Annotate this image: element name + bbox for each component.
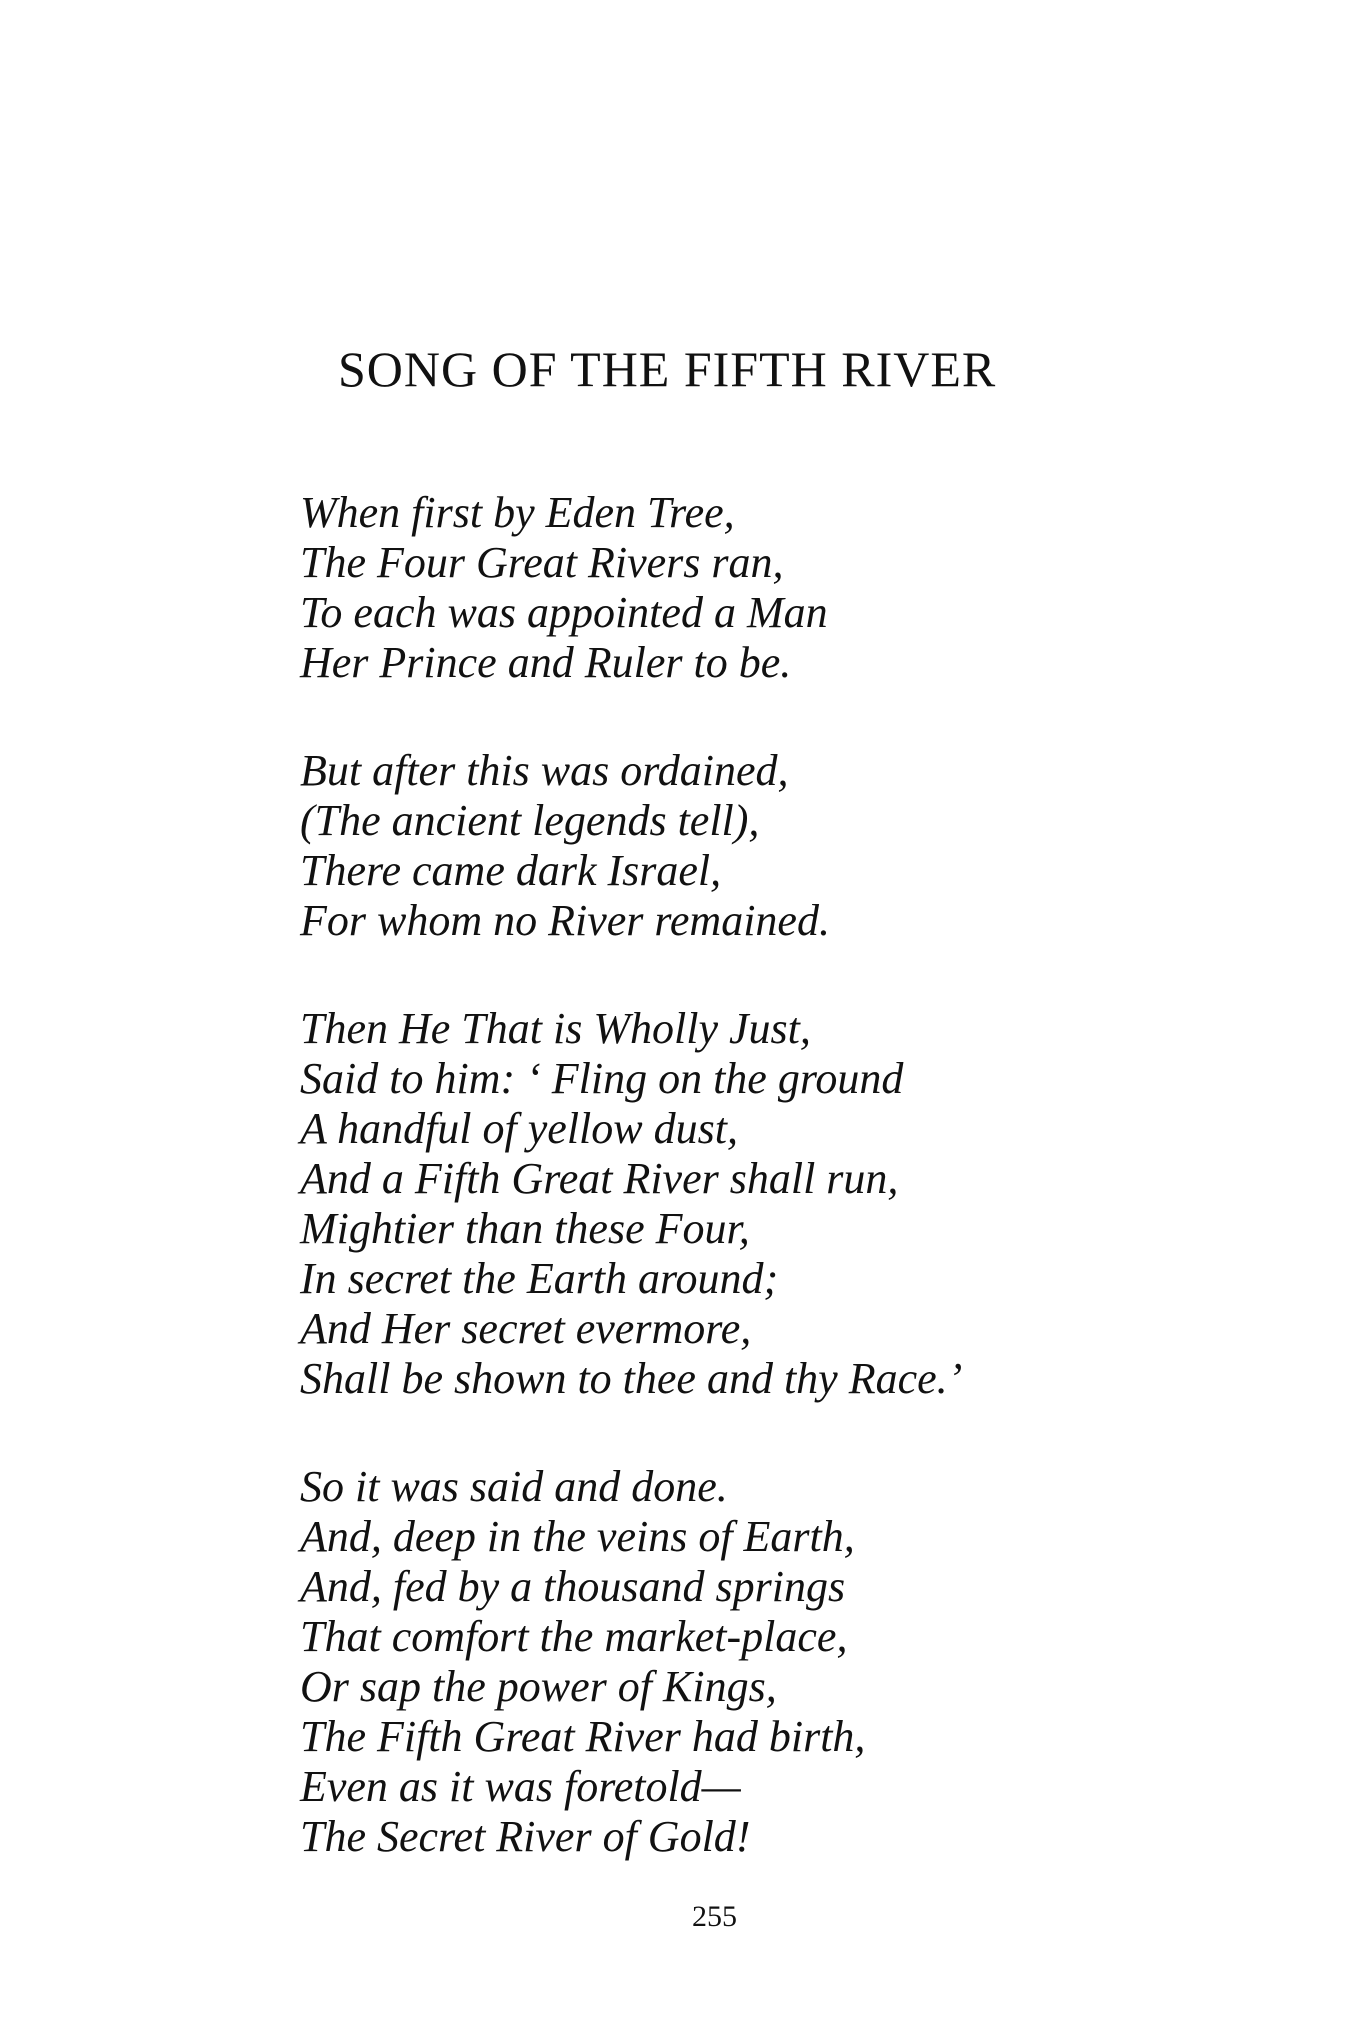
poem-line: When first by Eden Tree, — [300, 488, 735, 537]
stanza-1 — [300, 488, 1300, 688]
poem-line: And, deep in the veins of Earth, — [300, 1512, 855, 1561]
poem-line: Her Prince and Ruler to be. — [300, 638, 792, 687]
poem-line: Mightier than these Four, — [300, 1204, 750, 1253]
poem-line: That comfort the market-place, — [300, 1612, 848, 1661]
poem-line: The Four Great Rivers ran, — [300, 538, 784, 587]
poem-line: Shall be shown to thee and thy Race.’ — [300, 1354, 963, 1403]
poem-body — [300, 488, 1300, 1920]
poem-title: SONG OF THE FIFTH RIVER — [338, 341, 997, 397]
poem-line: The Fifth Great River had birth, — [300, 1712, 866, 1761]
poem-line: (The ancient legends tell), — [300, 796, 760, 845]
poem-line: Then He That is Wholly Just, — [300, 1004, 811, 1053]
poem-line: Said to him: ‘ Fling on the ground — [300, 1054, 904, 1103]
stanza-3 — [300, 1004, 1300, 1404]
poem-line: The Secret River of Gold! — [300, 1812, 751, 1861]
poem-line: There came dark Israel, — [300, 846, 722, 895]
poem-line: To each was appointed a Man — [300, 588, 828, 637]
poem-line: In secret the Earth around; — [300, 1254, 779, 1303]
poem-line: And, fed by a thousand springs — [300, 1562, 846, 1611]
poem-line: And a Fifth Great River shall run, — [300, 1154, 899, 1203]
stanza-4 — [300, 1462, 1300, 1862]
stanza-2 — [300, 746, 1300, 946]
poem-line: Even as it was foretold— — [300, 1762, 741, 1811]
poem-line: Or sap the power of Kings, — [300, 1662, 777, 1711]
poem-line: So it was said and done. — [300, 1462, 728, 1511]
poem-line: But after this was ordained, — [300, 746, 789, 795]
poem-line: A handful of yellow dust, — [300, 1104, 738, 1153]
poem-line: And Her secret evermore, — [300, 1304, 752, 1353]
poem-line: For whom no River remained. — [300, 896, 830, 945]
page-number: 255 — [692, 1900, 737, 1933]
